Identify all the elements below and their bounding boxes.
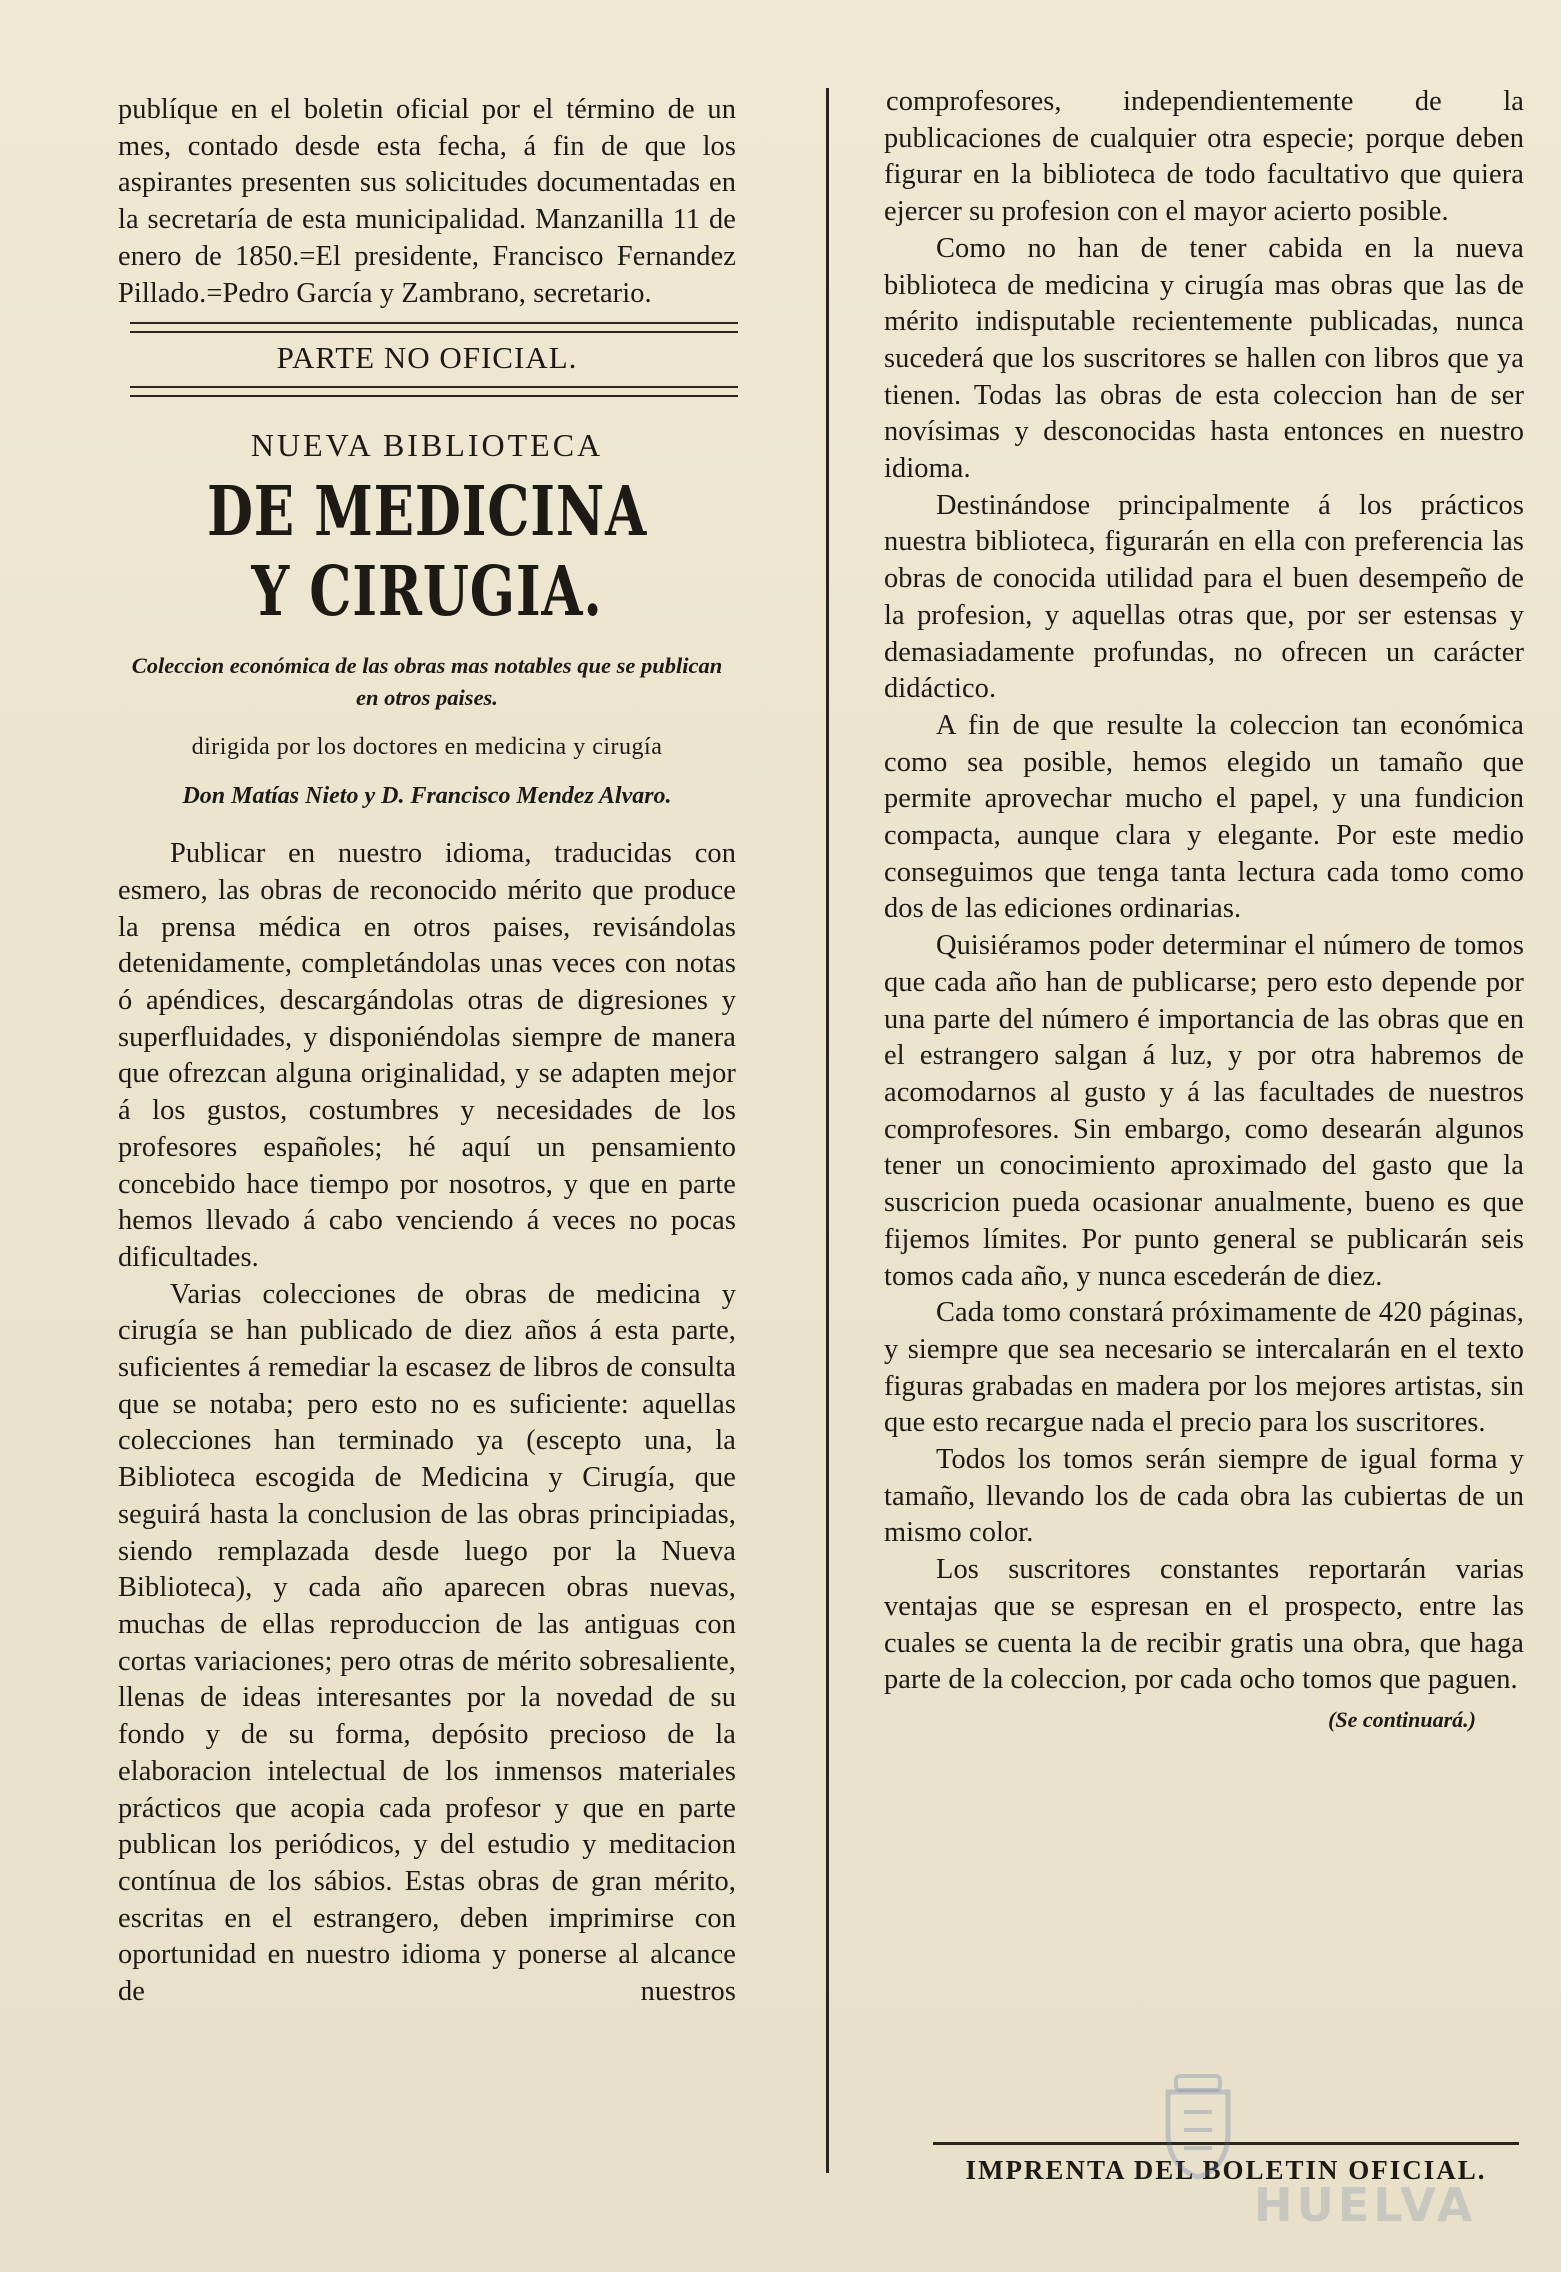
series-title: NUEVA BIBLIOTECA bbox=[250, 427, 604, 464]
right-paragraph: Quisiéramos poder determinar el número de tomos que cada año han de publicarse; pero esto depende por una parte del número é importancia de las obras que en el estrangero salgan á luz, y por otra habremos de acomodarnos al gusto y á las facultades de nuestros comprofesores. Sin embargo, como desearán algunos tener un conocimiento aproximado del gasto que la suscricion pueda ocasionar anualmente, bueno es que fijemos límites. Por punto general se publicarán seis tomos cada año, y nunca escederán de diez. bbox=[884, 930, 1524, 1292]
right-paragraph: comprofesores, independientemente de la publicaciones de cualquier otra especie; porque deben figurar en la biblioteca de todo facultativo que quiera ejercer su profesion con el mayor acierto posible. bbox=[884, 86, 1524, 228]
directed-by: dirigida por los doctores en medicina y cirugía bbox=[191, 734, 663, 761]
imprint-line: IMPRENTA DEL BOLETIN OFICIAL. bbox=[965, 2155, 1487, 2185]
left-paragraph: Varias colecciones de obras de medicina y cirugía se han publicado de diez años á esta parte, suficientes á remediar la escasez de libros de consulta que se notaba; pero esto no es suficiente: aquellas colecciones han terminado ya (escepto una, la Biblioteca escogida de Medicina y Cirugía, que seguirá hasta la conclusion de las obras principiadas, siendo remplazada desde luego por la Nueva Biblioteca), y cada año aparecen obras nuevas, muchas de ellas reproduccion de las antiguas con cortas variaciones; pero otras de mérito sobresaliente, llenas de ideas interesantes por la novedad de su fondo y de su forma, depósito precioso de la elaboracion intelectual de los inmensos materiales prácticos que acopia cada profesor y que en parte publican los periódicos, y del estudio y meditacion contínua de los sábios. Estas obras de gran mérito, escritas en el estrangero, deben imprimirse con oportunidad en nuestro idioma y ponerse al alcance de nuestros bbox=[118, 1278, 736, 2008]
right-paragraph: Los suscritores constantes reportarán varias ventajas que se espresan en el prospecto, entre las cuales se cuenta la de recibir gratis una obra, que haga parte de la coleccion, por cada ocho tomos que paguen. bbox=[884, 1554, 1524, 1696]
watermark-text: HUELVA bbox=[1254, 2178, 1477, 2232]
right-paragraph: A fin de que resulte la coleccion tan económica como sea posible, hemos elegido un tamaño que permite aprovechar mucho el papel, y una fundicion compacta, aunque clara y elegante. Por este medio conseguimos que tenga tanta lectura cada tomo como dos de las ediciones ordinarias. bbox=[884, 709, 1524, 925]
crest-icon bbox=[1158, 2072, 1238, 2182]
right-paragraph: Como no han de tener cabida en la nueva biblioteca de medicina y cirugía mas obras que las de mérito indisputable recientemente publicadas, nunca sucederá que los suscritores se hallen con libros que ya tienen. Todas las obras de esta coleccion han de ser novísimas y desconocidas hasta entonces en nuestro idioma. bbox=[884, 232, 1524, 485]
section-heading: PARTE NO OFICIAL. bbox=[276, 340, 578, 376]
right-column bbox=[884, 84, 1524, 1733]
left-paragraph: Publicar en nuestro idioma, traducidas con esmero, las obras de reconocido mérito que produce la prensa médica en otros paises, revisándolas detenidamente, completándolas unas veces con notas ó apéndices, descargándolas otras de digresiones y superfluidades, y disponiéndolas siempre de manera que ofrezcan alguna originalidad, y se adapten mejor á los gustos, costumbres y necesidades de los profesores españoles; hé aquí un pensamiento concebido hace tiempo por nosotros, y que en parte hemos llevado á cabo venciendo á veces no pocas dificultades. bbox=[118, 838, 736, 1273]
column-divider bbox=[826, 88, 829, 2173]
subtitle: Coleccion económica de las obras mas notables que se publican en otros paises. bbox=[131, 653, 723, 711]
archive-watermark bbox=[1150, 2068, 1500, 2268]
left-column bbox=[118, 84, 736, 2011]
right-paragraph: Todos los tomos serán siempre de igual forma y tamaño, llevando los de cada obra las cubiertas de un mismo color. bbox=[884, 1444, 1524, 1549]
continued-note: (Se continuará.) bbox=[1328, 1706, 1476, 1732]
double-rule-top bbox=[130, 322, 738, 333]
editors: Don Matías Nieto y D. Francisco Mendez Alvaro. bbox=[182, 783, 672, 810]
main-title: DE MEDICINA Y CIRUGIA. bbox=[206, 472, 648, 633]
right-paragraph: Cada tomo constará próximamente de 420 páginas, y siempre que sea necesario se intercalarán en el texto figuras grabadas en madera por los mejores artistas, sin que esto recargue nada el precio para los suscritores. bbox=[884, 1297, 1524, 1439]
opening-paragraph: publíque en el boletin oficial por el término de un mes, contado desde esta fecha, á fin de que los aspirantes presenten sus solicitudes documentadas en la secretaría de esta municipalidad. Manzanilla 11 de enero de 1850.=El presidente, Francisco Fernandez Pillado.=Pedro García y Zambrano, secretario. bbox=[118, 94, 736, 309]
right-paragraph: Destinándose principalmente á los prácticos nuestra biblioteca, figurarán en ella con preferencia las obras de conocida utilidad para el buen desempeño de la profesion, y aquellas otras que, por ser estensas y demasiadamente profundas, no ofrecen un carácter didáctico. bbox=[884, 489, 1524, 705]
double-rule-bottom bbox=[130, 386, 738, 397]
